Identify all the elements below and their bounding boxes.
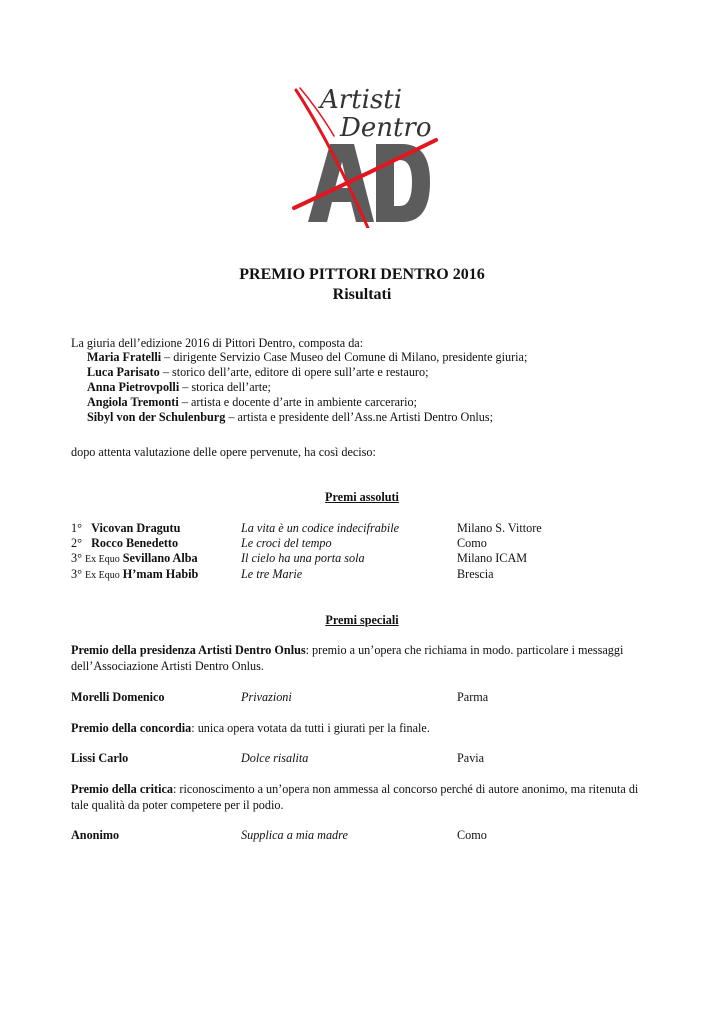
prize-label: Premio della concordia (71, 721, 192, 735)
jury-name: Sibyl von der Schulenburg (87, 410, 226, 424)
work-title: Le croci del tempo (241, 536, 332, 550)
critic-prize-description (71, 781, 651, 813)
place: Parma (457, 690, 489, 704)
concord-prize-description (71, 720, 651, 736)
jury-member (87, 395, 527, 410)
work-title: Le tre Marie (241, 567, 303, 581)
award-position: 3° Ex Equo Sevillano Alba (71, 551, 198, 565)
winner-name: Morelli Domenico (71, 690, 165, 704)
work-title: La vita è un codice indecifrabile (241, 521, 400, 535)
place: Como (457, 828, 487, 842)
winner-name: Lissi Carlo (71, 751, 129, 765)
award-row (71, 551, 671, 566)
jury-member (87, 410, 527, 425)
award-position: 2° Rocco Benedetto (71, 536, 179, 550)
jury-name: Maria Fratelli (87, 350, 162, 364)
section-heading-special: Premi speciali (325, 613, 399, 627)
winner-name: H’mam Habib (122, 567, 199, 581)
winner-name: Vicovan Dragutu (91, 521, 181, 535)
work-title: Il cielo ha una porta sola (241, 551, 365, 565)
ex-equo-label: Ex Equo (85, 570, 120, 581)
jury-role: – dirigente Servizio Case Museo del Comune di Milano, presidente giuria; (161, 350, 528, 364)
artisti-dentro-logo (290, 82, 440, 228)
presidency-prize-description (71, 642, 651, 674)
jury-role: – artista e docente d’arte in ambiente carcerario; (178, 395, 417, 409)
award-row (71, 521, 671, 536)
ex-equo-label: Ex Equo (85, 554, 120, 565)
special-winner-row (71, 828, 671, 843)
place: Pavia (457, 751, 485, 765)
work-title: Dolce risalita (241, 751, 309, 765)
intro-text: La giuria dell’edizione 2016 di Pittori Dentro, composta da: (71, 336, 364, 350)
place: Brescia (457, 567, 494, 581)
winner-name: Sevillano Alba (122, 551, 198, 565)
prize-label: Premio della presidenza Artisti Dentro Onlus (71, 643, 306, 657)
logo-ad-letters (308, 144, 430, 222)
section-heading-absolute: Premi assoluti (325, 490, 399, 504)
jury-name: Angiola Tremonti (87, 395, 179, 409)
award-row (71, 567, 671, 582)
prize-text: : riconoscimento a un’opera non ammessa al concorso perché di autore anonimo, ma ritenuta di tale qualità da poter competere per il podio. (71, 782, 639, 812)
winner-name: Anonimo (71, 828, 120, 842)
award-row (71, 536, 671, 551)
place: Como (457, 536, 487, 550)
logo-line2: Dentro (340, 113, 432, 143)
jury-member (87, 350, 527, 365)
work-title: Privazioni (241, 690, 292, 704)
page-title: PREMIO PITTORI DENTRO 2016 (239, 266, 485, 283)
special-winner-row (71, 690, 671, 705)
jury-role: – storica dell’arte; (179, 380, 271, 394)
place: Milano S. Vittore (457, 521, 542, 535)
jury-member (87, 365, 527, 380)
award-position: 3° Ex Equo H’mam Habib (71, 567, 199, 581)
winner-name: Rocco Benedetto (91, 536, 179, 550)
logo-line1: Artisti (320, 85, 403, 115)
jury-role: – storico dell’arte, editore di opere sull’arte e restauro; (159, 365, 429, 379)
jury-name: Anna Pietrovpolli (87, 380, 180, 394)
prize-text: : unica opera votata da tutti i giurati per la finale. (191, 721, 430, 735)
work-title: Supplica a mia madre (241, 828, 348, 842)
decision-text: dopo attenta valutazione delle opere pervenute, ha così deciso: (71, 445, 376, 459)
prize-text: : premio a un’opera che richiama in modo. particolare i messaggi dell’Associazione Artisti Dentro Onlus. (71, 643, 624, 673)
jury-name: Luca Parisato (87, 365, 160, 379)
jury-member (87, 380, 527, 395)
page-subtitle: Risultati (332, 286, 392, 303)
place: Milano ICAM (457, 551, 528, 565)
jury-role: – artista e presidente dell’Ass.ne Artisti Dentro Onlus; (225, 410, 494, 424)
award-position: 1° Vicovan Dragutu (71, 521, 181, 535)
special-winner-row (71, 751, 671, 766)
jury-list (87, 350, 527, 425)
prize-label: Premio della critica (71, 782, 173, 796)
